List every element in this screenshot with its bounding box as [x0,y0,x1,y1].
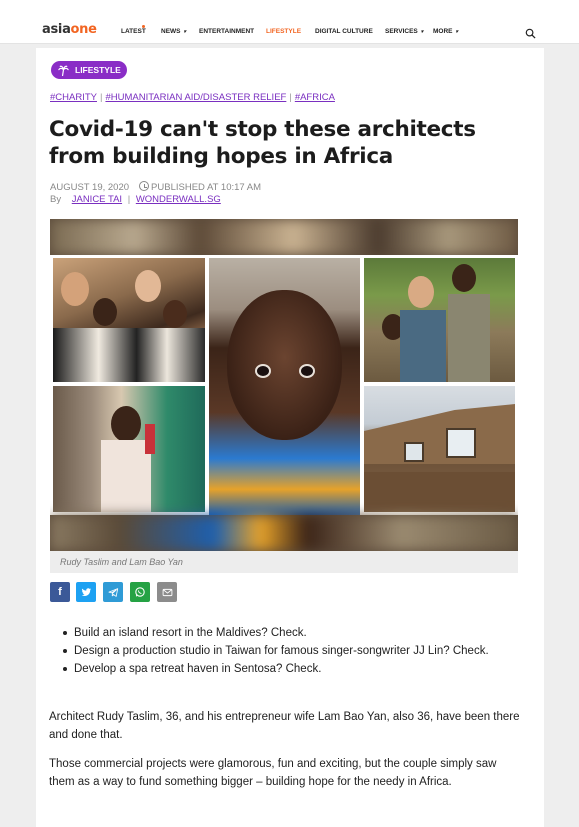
share-whatsapp-button[interactable] [130,582,150,602]
share-telegram-button[interactable] [103,582,123,602]
child-portrait-photo [209,258,360,515]
chevron-down-icon: ▾ [455,29,459,35]
category-label: LIFESTYLE [75,65,121,75]
tag-link[interactable]: #AFRICA [294,92,335,103]
tag-list [50,92,335,103]
list-item: Design a production studio in Taiwan for famous singer-songwriter JJ Lin? Check. [62,642,512,660]
search-icon[interactable] [525,28,536,39]
article-title: Covid-19 can't stop these architects from building hopes in Africa [49,117,476,169]
blurred-image-bottom [50,515,518,551]
asiaone-logo[interactable] [42,22,97,37]
chevron-down-icon: ▾ [420,29,424,35]
chevron-down-icon: ▾ [183,29,187,35]
publish-date: AUGUST 19, 2020 [50,182,130,193]
list-item: Build an island resort in the Maldives? Check. [62,624,512,642]
bullet-list [62,624,512,678]
nav-item-digital-culture[interactable]: DIGITAL CULTURE [315,28,373,35]
category-badge[interactable] [51,61,127,79]
byline-prefix: By [50,194,62,205]
byline [50,194,221,205]
clock-icon [139,181,149,191]
list-item: Develop a spa retreat haven in Sentosa? Check. [62,660,512,678]
new-indicator-dot [142,25,145,28]
top-navigation-bar [0,0,579,44]
article-meta [50,181,261,193]
source-link[interactable]: WONDERWALL.SG [135,194,221,205]
nav-item-news[interactable]: NEWS ▾ [161,28,187,35]
author-separator: | [127,194,131,205]
blurred-image-top [50,219,518,255]
nav-item-services[interactable]: SERVICES ▾ [385,28,424,35]
smiling-girl-photo [53,386,205,512]
palm-tree-icon [58,65,69,76]
article-paragraph: Architect Rudy Taslim, 36, and his entrepreneur wife Lam Bao Yan, also 36, have been there and done that. [49,711,520,741]
building-construction-photo [364,386,515,512]
logo-text-asia: asia [42,22,71,37]
author-link[interactable]: JANICE TAI [71,194,123,205]
tag-separator: | [99,92,103,103]
email-icon [162,587,173,598]
article-paragraph: Those commercial projects were glamorous, fun and exciting, but the couple simply saw them as a way to fund something bigger – building hope for the needy in Africa. [49,758,497,788]
telegram-icon [108,587,119,598]
photo-collage [50,255,518,515]
facebook-icon: f [58,586,62,598]
twitter-icon [81,587,92,598]
tag-separator: | [289,92,292,103]
nav-item-entertainment[interactable]: ENTERTAINMENT [199,28,255,35]
nav-item-latest[interactable]: LATEST [121,28,146,35]
share-email-button[interactable] [157,582,177,602]
image-caption: Rudy Taslim and Lam Bao Yan [60,557,183,567]
tag-link[interactable]: #HUMANITARIAN AID/DISASTER RELIEF [105,92,287,103]
nav-item-more[interactable]: MORE ▾ [433,28,459,35]
group-selfie-photo [53,258,205,382]
share-twitter-button[interactable] [76,582,96,602]
whatsapp-icon [134,586,146,598]
tag-link[interactable]: #CHARITY [50,92,97,103]
hero-image [50,219,518,551]
logo-text-one: one [70,22,97,37]
nav-item-lifestyle[interactable]: LIFESTYLE [266,28,302,35]
share-facebook-button[interactable] [50,582,70,602]
man-with-children-photo [364,258,515,382]
publish-time: PUBLISHED AT 10:17 AM [151,182,262,193]
